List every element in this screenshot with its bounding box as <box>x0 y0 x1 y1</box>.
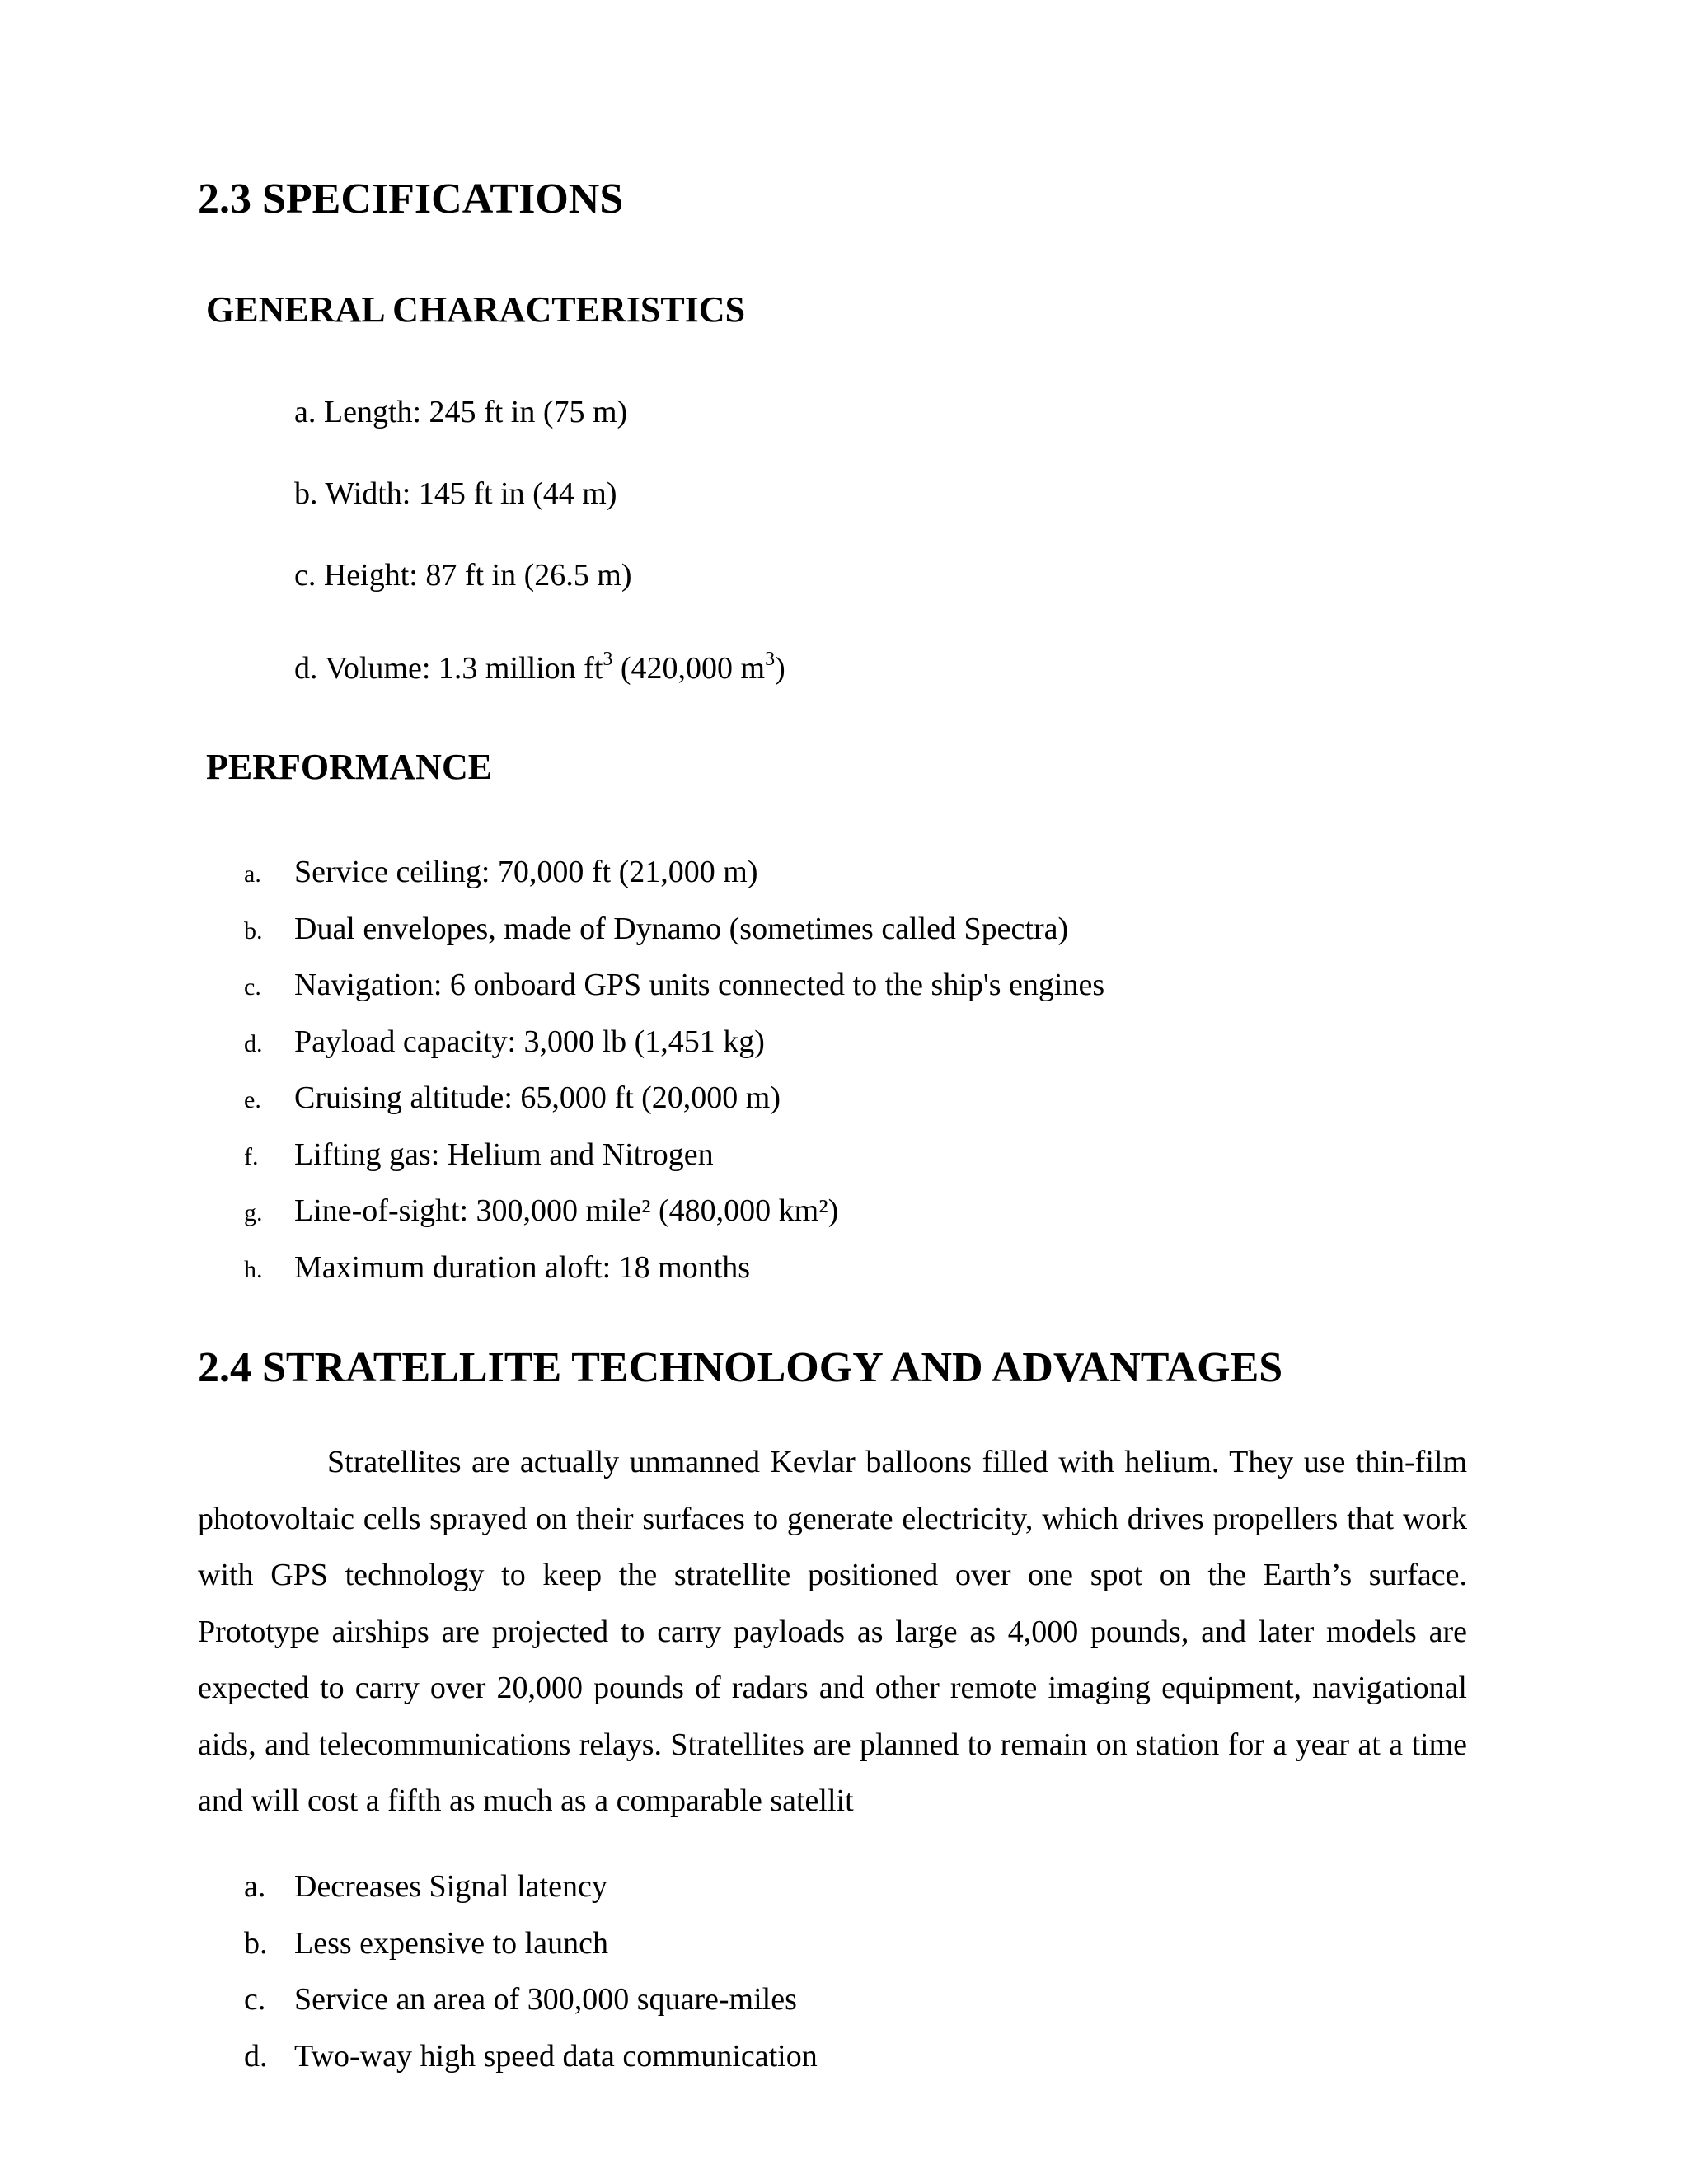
volume-text-prefix: d. Volume: 1.3 million ft <box>294 651 603 686</box>
list-item-text: Service ceiling: 70,000 ft (21,000 m) <box>294 855 758 889</box>
list-item <box>244 1864 818 1921</box>
volume-text-suffix: ) <box>775 651 785 686</box>
list-item-volume <box>294 644 785 725</box>
list-marker: g. <box>244 1199 263 1226</box>
advantages-list <box>244 1864 818 2090</box>
volume-text-middle: (420,000 m <box>612 651 766 686</box>
section-title-stratellite-technology: 2.4 STRATELLITE TECHNOLOGY AND ADVANTAGES <box>198 1344 1283 1391</box>
list-item <box>244 1076 1104 1132</box>
general-characteristics-list <box>294 387 785 725</box>
list-item-text: Navigation: 6 onboard GPS units connected to the ship's engines <box>294 968 1105 1002</box>
list-marker: e. <box>244 1086 261 1113</box>
list-item-text: Two-way high speed data communication <box>294 2038 818 2074</box>
list-marker: c. <box>244 973 261 1001</box>
body-paragraph: Stratellites are actually unmanned Kevlar balloons filled with helium. They use thin-film photovoltaic cells sprayed on their surfaces to generate electricity, which drives propellers that work with GPS technology to keep the stratellite positioned over one spot on the Earth’s surface. Prototype airships are projected to carry payloads as large as 4,000 pounds, and later models are expected to carry over 20,000 pounds of radars and other remote imaging equipment, navigational aids, and telecommunications relays. Stratellites are planned to remain on station for a year at a time and will cost a fifth as much as a comparable satellit <box>198 1445 1467 1818</box>
list-marker: b. <box>244 916 263 944</box>
list-item <box>244 1188 1104 1245</box>
list-item <box>244 907 1104 963</box>
list-item <box>244 1921 818 1978</box>
list-marker: a. <box>244 860 261 888</box>
list-item-text: Payload capacity: 3,000 lb (1,451 kg) <box>294 1024 765 1059</box>
list-marker: f. <box>244 1142 259 1170</box>
list-item-length: a. Length: 245 ft in (75 m) <box>294 395 628 429</box>
section-title-specifications: 2.3 SPECIFICATIONS <box>198 176 624 223</box>
volume-superscript-m: 3 <box>765 649 776 671</box>
subsection-title-general-characteristics: GENERAL CHARACTERISTICS <box>206 289 746 330</box>
volume-superscript-ft: 3 <box>603 649 613 671</box>
list-item <box>244 2034 818 2091</box>
subsection-title-performance: PERFORMANCE <box>206 747 493 787</box>
list-item <box>244 1245 1104 1302</box>
list-item-text: Decreases Signal latency <box>294 1869 607 1904</box>
list-item-text: Cruising altitude: 65,000 ft (20,000 m) <box>294 1080 781 1115</box>
list-item-text: Line-of-sight: 300,000 mile² (480,000 km²) <box>294 1193 839 1228</box>
list-marker: d. <box>244 1029 263 1057</box>
list-item-height: c. Height: 87 ft in (26.5 m) <box>294 558 632 593</box>
list-item <box>244 1019 1104 1076</box>
list-item <box>244 963 1104 1019</box>
list-marker: a. <box>244 1869 266 1904</box>
list-marker: d. <box>244 2038 268 2074</box>
performance-list <box>244 850 1104 1301</box>
list-item-text: Service an area of 300,000 square-miles <box>294 1982 797 2017</box>
list-marker: b. <box>244 1925 268 1961</box>
list-item-width: b. Width: 145 ft in (44 m) <box>294 476 617 511</box>
list-marker: c. <box>244 1982 266 2017</box>
list-item-text: Lifting gas: Helium and Nitrogen <box>294 1137 714 1172</box>
list-item-text: Less expensive to launch <box>294 1925 608 1961</box>
list-marker: h. <box>244 1255 263 1283</box>
list-item <box>244 1132 1104 1189</box>
list-item <box>244 850 1104 907</box>
list-item-text: Dual envelopes, made of Dynamo (sometimes called Spectra) <box>294 911 1069 946</box>
list-item <box>244 1977 818 2034</box>
list-item-text: Maximum duration aloft: 18 months <box>294 1249 751 1285</box>
